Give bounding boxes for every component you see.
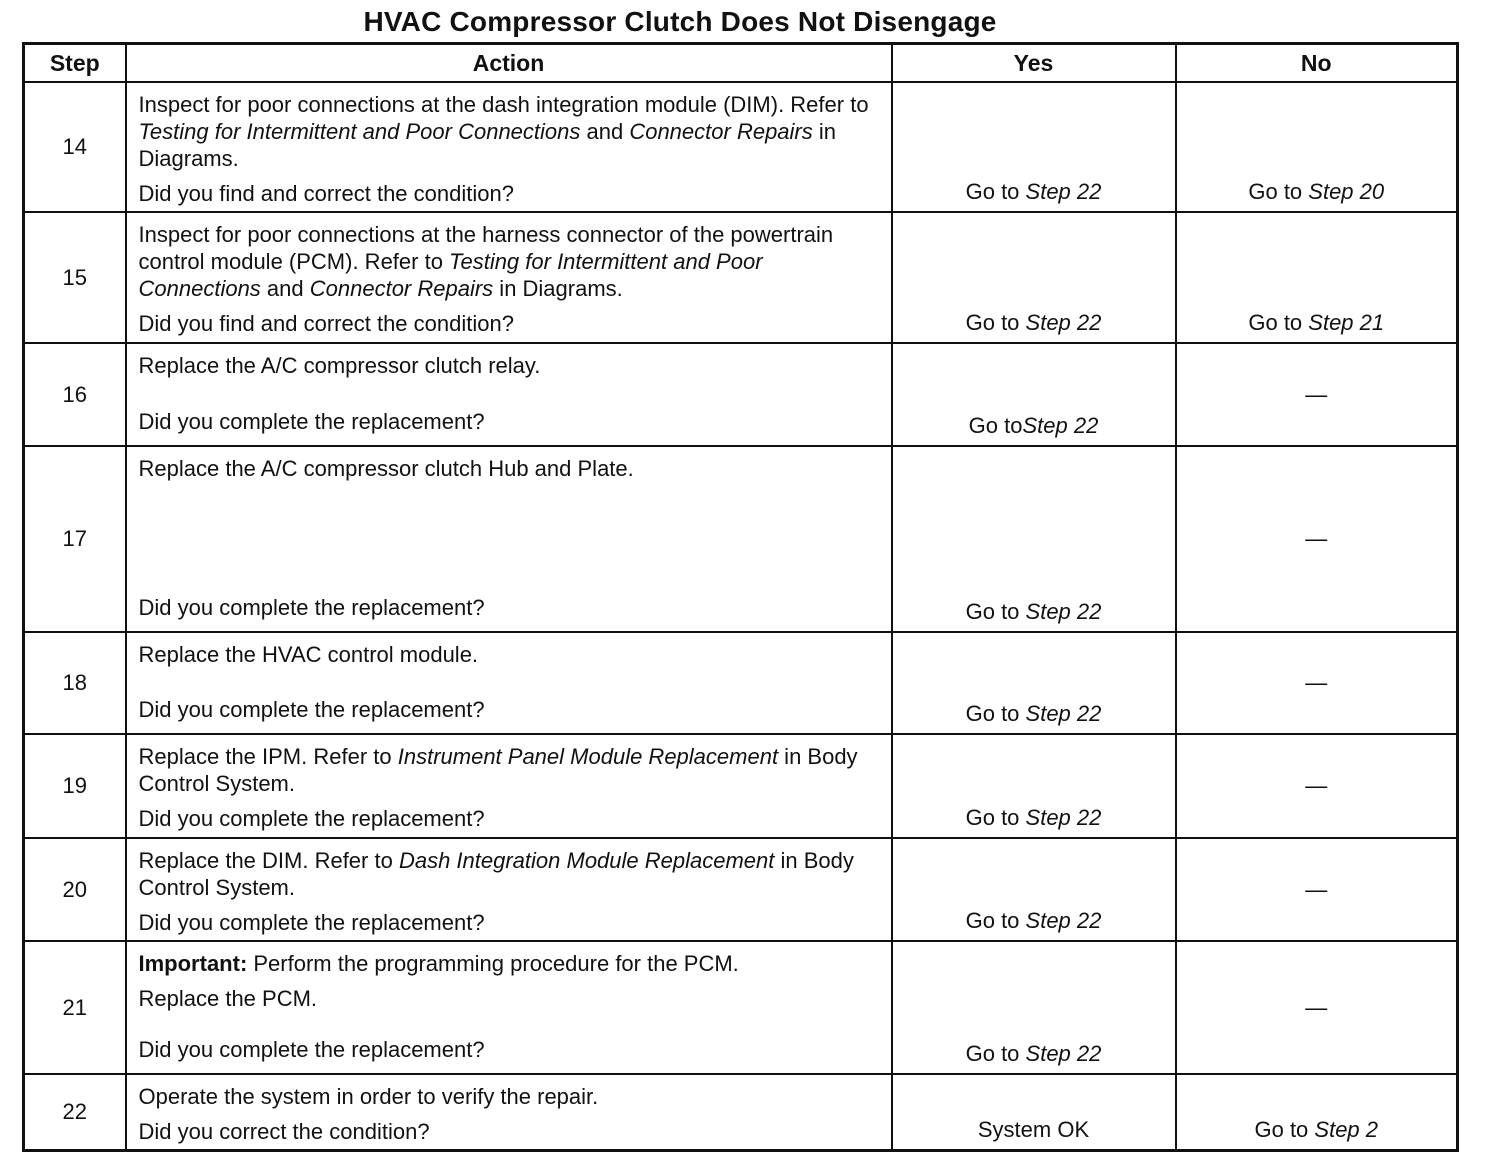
action-description	[139, 91, 881, 172]
yes-result-text: Go to	[965, 805, 1026, 830]
action-question: Did you complete the replacement?	[138, 910, 485, 935]
action-question: Did you correct the condition?	[138, 1119, 430, 1144]
yes-result-text: Step 22	[1022, 413, 1099, 438]
no-result-text: Step 21	[1308, 310, 1385, 335]
no-result	[1176, 82, 1458, 212]
header-action: Action	[126, 44, 892, 83]
action-description	[139, 641, 881, 668]
action-description-text: Connector Repairs	[309, 276, 494, 301]
yes-result-text: Go to	[965, 599, 1026, 624]
table-row	[24, 212, 1458, 343]
no-result	[1176, 941, 1458, 1074]
table-row	[24, 734, 1458, 838]
table-row	[24, 446, 1458, 632]
action-cell	[126, 82, 892, 212]
step-number: 20	[24, 838, 126, 941]
action-cell	[126, 212, 892, 343]
action-description-text: Replace the IPM. Refer to	[138, 744, 398, 769]
action-description-text: Inspect for poor connections at the dash integration module (DIM). Refer to	[138, 92, 869, 117]
action-description	[139, 455, 881, 482]
header-step: Step	[24, 44, 126, 83]
page-title: HVAC Compressor Clutch Does Not Disengage	[363, 6, 997, 37]
action-description-text: Testing for Intermittent and Poor Connections	[138, 119, 581, 144]
yes-result-text: Go to	[965, 908, 1026, 933]
yes-result	[892, 941, 1176, 1074]
no-result-text: —	[1305, 876, 1328, 902]
step-number: 17	[24, 446, 126, 632]
action-question: Did you complete the replacement?	[138, 697, 485, 722]
yes-result-text: System OK	[977, 1117, 1090, 1142]
yes-result-text: Step 22	[1025, 599, 1102, 624]
yes-result-text: Go to	[965, 310, 1026, 335]
header-no: No	[1176, 44, 1458, 83]
action-description-text: Operate the system in order to verify the repair.	[138, 1084, 599, 1109]
yes-result-text: Step 22	[1025, 310, 1102, 335]
action-description	[139, 352, 881, 379]
action-description-text: in Body Control System.	[138, 744, 858, 796]
yes-result-text: Step 22	[1025, 701, 1102, 726]
action-description	[139, 743, 881, 797]
yes-result-text: Step 22	[1025, 805, 1102, 830]
action-description-text: in Diagrams.	[493, 276, 623, 301]
action-cell	[126, 446, 892, 632]
yes-result	[892, 632, 1176, 734]
no-result	[1176, 1074, 1458, 1151]
no-result	[1176, 734, 1458, 838]
yes-result-text: Go to	[965, 701, 1026, 726]
step-number: 19	[24, 734, 126, 838]
no-result	[1176, 343, 1458, 446]
action-description	[139, 847, 881, 901]
yes-result	[892, 1074, 1176, 1151]
action-description	[139, 1083, 881, 1110]
action-extra: Replace the PCM.	[138, 986, 318, 1011]
table-row	[24, 82, 1458, 212]
no-result-text: Go to	[1254, 1117, 1315, 1142]
action-cell	[126, 1074, 892, 1151]
table-row	[24, 941, 1458, 1074]
action-description-text: and	[260, 276, 310, 301]
table-row	[24, 1074, 1458, 1151]
action-description-text: in Diagrams.	[138, 119, 837, 171]
action-description-text: Testing for Intermittent and Poor Connections	[138, 249, 763, 301]
action-description-text: Connector Repairs	[629, 119, 813, 144]
table-row	[24, 632, 1458, 734]
no-result-text: —	[1305, 381, 1328, 407]
table-body	[24, 82, 1458, 1151]
action-cell	[126, 838, 892, 941]
action-description-text: Important:	[138, 951, 248, 976]
action-description-text: and	[580, 119, 630, 144]
action-description-text: Replace the A/C compressor clutch relay.	[138, 353, 541, 378]
yes-result	[892, 734, 1176, 838]
no-result-text: Step 20	[1308, 179, 1385, 204]
no-result	[1176, 838, 1458, 941]
action-cell	[126, 632, 892, 734]
no-result-text: —	[1305, 773, 1328, 798]
yes-result	[892, 446, 1176, 632]
step-number: 14	[24, 82, 126, 212]
header-yes: Yes	[892, 44, 1176, 83]
no-result-text: —	[1305, 670, 1328, 695]
no-result-text: —	[1305, 526, 1328, 551]
step-number: 22	[24, 1074, 126, 1151]
table-row	[24, 343, 1458, 446]
action-description-text: Inspect for poor connections at the harness connector of the powertrain control module (PCM). Refer to	[138, 222, 834, 274]
no-result-text: Go to	[1248, 310, 1309, 335]
step-number: 16	[24, 343, 126, 446]
action-description-text: Replace the HVAC control module.	[138, 642, 479, 667]
yes-result-text: Step 22	[1025, 908, 1102, 933]
action-question: Did you complete the replacement?	[138, 409, 485, 434]
table-header-row	[24, 44, 1458, 83]
no-result-text: Step 2	[1314, 1117, 1379, 1142]
action-description-text: Dash Integration Module Replacement	[398, 848, 775, 873]
action-description-text: Perform the programming procedure for the PCM.	[247, 951, 739, 976]
no-result	[1176, 446, 1458, 632]
step-number: 18	[24, 632, 126, 734]
yes-result	[892, 82, 1176, 212]
action-question: Did you complete the replacement?	[138, 1037, 485, 1062]
no-result-text: Go to	[1248, 179, 1309, 204]
no-result	[1176, 632, 1458, 734]
yes-result	[892, 212, 1176, 343]
yes-result-text: Go to	[965, 179, 1026, 204]
action-cell	[126, 734, 892, 838]
yes-result-text: Step 22	[1025, 1041, 1102, 1066]
step-number: 15	[24, 212, 126, 343]
action-cell	[126, 941, 892, 1074]
yes-result-text: Step 22	[1025, 179, 1102, 204]
table-row	[24, 838, 1458, 941]
action-question: Did you find and correct the condition?	[138, 311, 514, 336]
action-description-text: in Body Control System.	[138, 848, 854, 900]
action-description	[139, 950, 881, 977]
action-description-text: Instrument Panel Module Replacement	[397, 744, 779, 769]
action-question: Did you complete the replacement?	[138, 595, 485, 620]
yes-result-text: Go to	[968, 413, 1023, 438]
action-description-text: Replace the DIM. Refer to	[138, 848, 399, 873]
action-description-text: Replace the A/C compressor clutch Hub and Plate.	[138, 456, 634, 481]
action-question: Did you complete the replacement?	[138, 806, 485, 831]
no-result	[1176, 212, 1458, 343]
action-description	[139, 221, 881, 302]
diagnostic-table	[22, 42, 1459, 1152]
no-result-text: —	[1305, 994, 1328, 1020]
action-question: Did you find and correct the condition?	[138, 181, 514, 206]
step-number: 21	[24, 941, 126, 1074]
yes-result	[892, 343, 1176, 446]
yes-result-text: Go to	[965, 1041, 1026, 1066]
yes-result	[892, 838, 1176, 941]
action-cell	[126, 343, 892, 446]
